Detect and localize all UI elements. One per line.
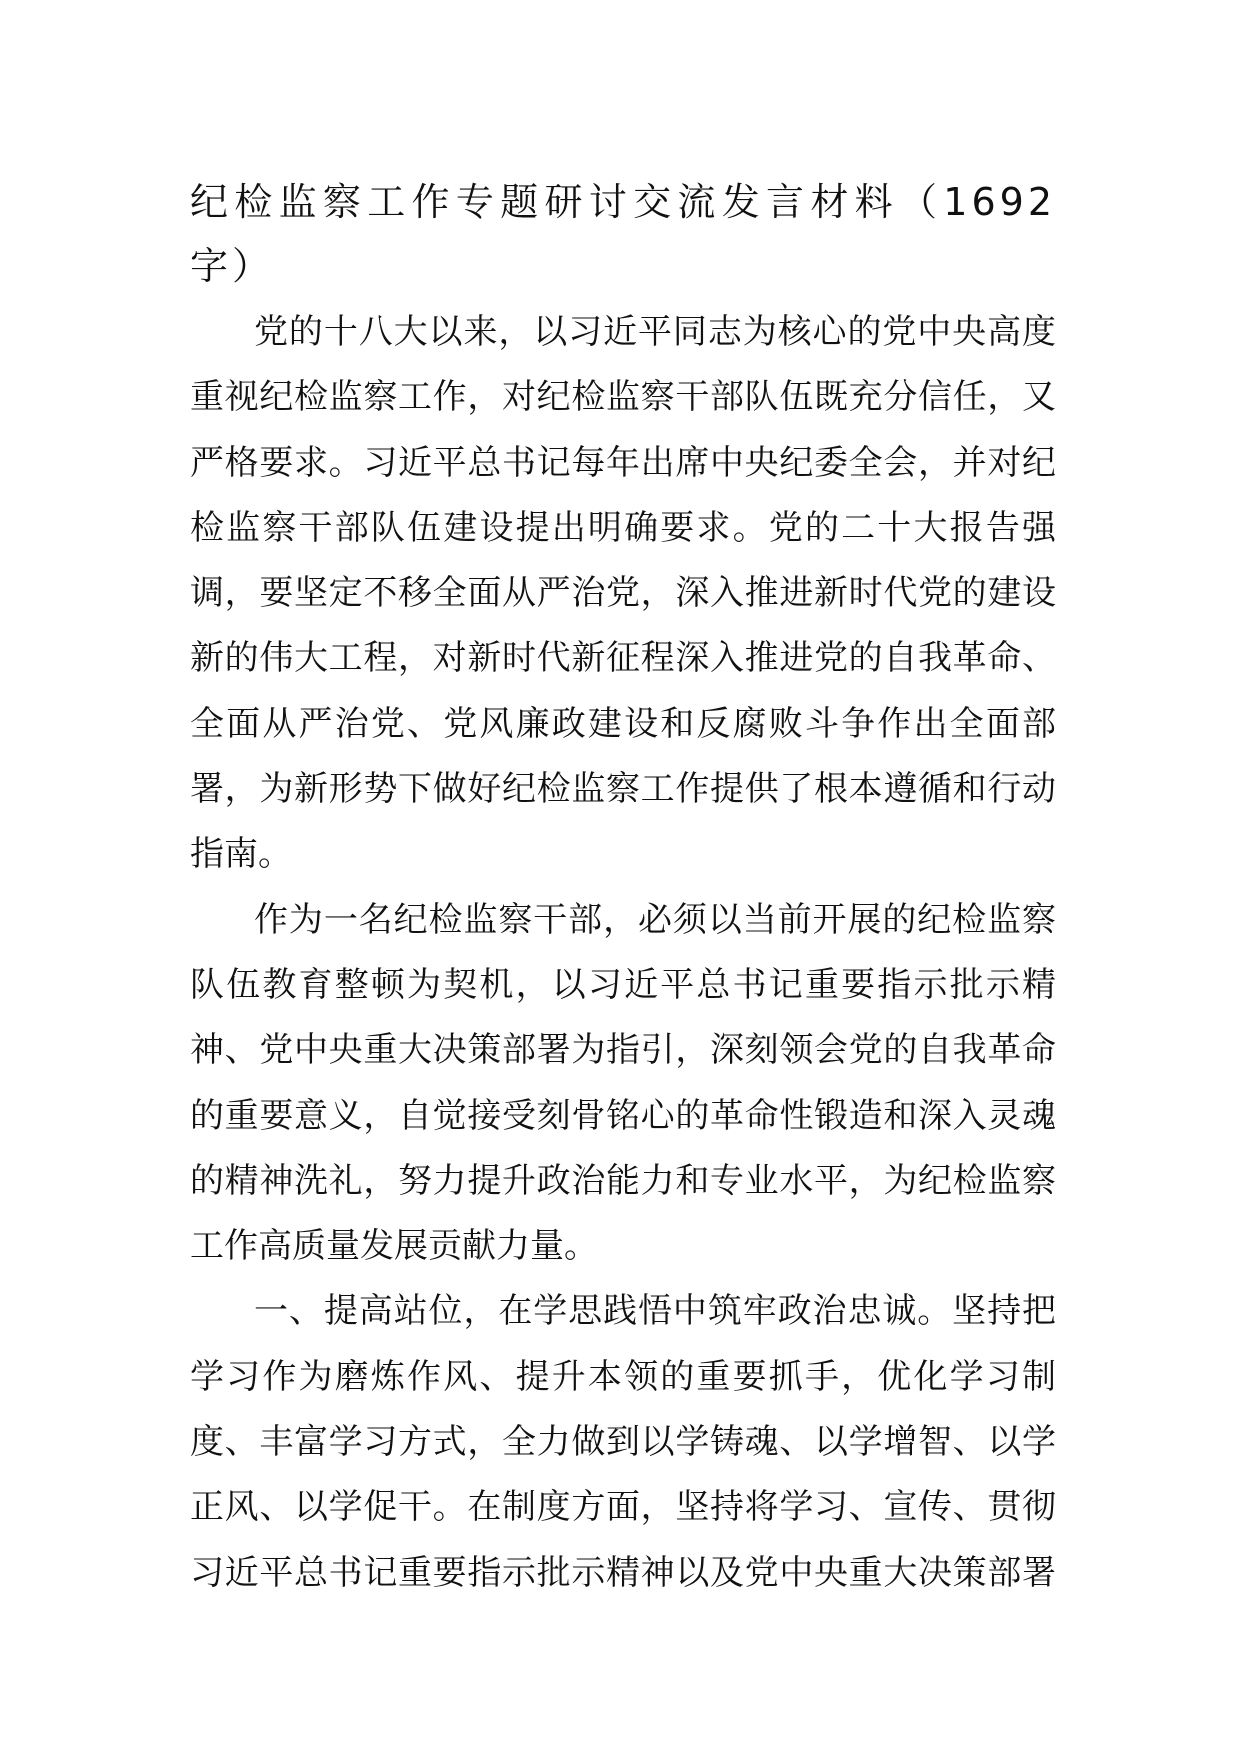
text-line: 学习作为磨炼作风、提升本领的重要抓手，优化学习制 (190, 1356, 1056, 1397)
text-line: 检监察干部队伍建设提出明确要求。党的二十大报告强 (190, 507, 1056, 548)
text-line: 的重要意义，自觉接受刻骨铭心的革命性锻造和深入灵魂 (190, 1095, 1056, 1136)
text-line: 队伍教育整顿为契机，以习近平总书记重要指示批示精 (190, 964, 1056, 1005)
title-line: 字） (190, 244, 275, 288)
text-line: 调，要坚定不移全面从严治党，深入推进新时代党的建设 (190, 573, 1056, 614)
paragraph-intro (190, 300, 1056, 888)
text-line: 的精神洗礼，努力提升政治能力和专业水平，为纪检监察 (190, 1160, 1056, 1201)
text-line: 党的十八大以来，以习近平同志为核心的党中央高度 (254, 312, 1056, 352)
text-line: 神、党中央重大决策部署为指引，深刻领会党的自我革命 (190, 1030, 1056, 1071)
text-line: 全面从严治党、党风廉政建设和反腐败斗争作出全面部 (190, 703, 1056, 744)
text-line: 重视纪检监察工作，对纪检监察干部队伍既充分信任，又 (190, 377, 1056, 418)
text-line: 指南。 (190, 834, 292, 875)
paragraph-commitment (190, 888, 1056, 1280)
text-line: 严格要求。习近平总书记每年出席中央纪委全会，并对纪 (190, 442, 1056, 483)
paragraph-section-one (190, 1279, 1056, 1605)
title-line: 纪检监察工作专题研讨交流发言材料（1692 (190, 180, 1056, 224)
text-line: 正风、以学促干。在制度方面，坚持将学习、宣传、贯彻 (190, 1487, 1056, 1528)
section-heading-line: 一、提高站位，在学思践悟中筑牢政治忠诚。坚持把 (254, 1291, 1056, 1332)
text-line: 新的伟大工程，对新时代新征程深入推进党的自我革命、 (190, 638, 1056, 679)
text-line: 工作高质量发展贡献力量。 (190, 1226, 598, 1267)
text-line: 署，为新形势下做好纪检监察工作提供了根本遵循和行动 (190, 769, 1056, 810)
document-page (190, 170, 1056, 1606)
text-line: 习近平总书记重要指示批示精神以及党中央重大决策部署 (190, 1552, 1056, 1593)
document-title (190, 170, 1056, 298)
text-line: 作为一名纪检监察干部，必须以当前开展的纪检监察 (254, 899, 1056, 940)
text-line: 度、丰富学习方式，全力做到以学铸魂、以学增智、以学 (190, 1422, 1056, 1463)
